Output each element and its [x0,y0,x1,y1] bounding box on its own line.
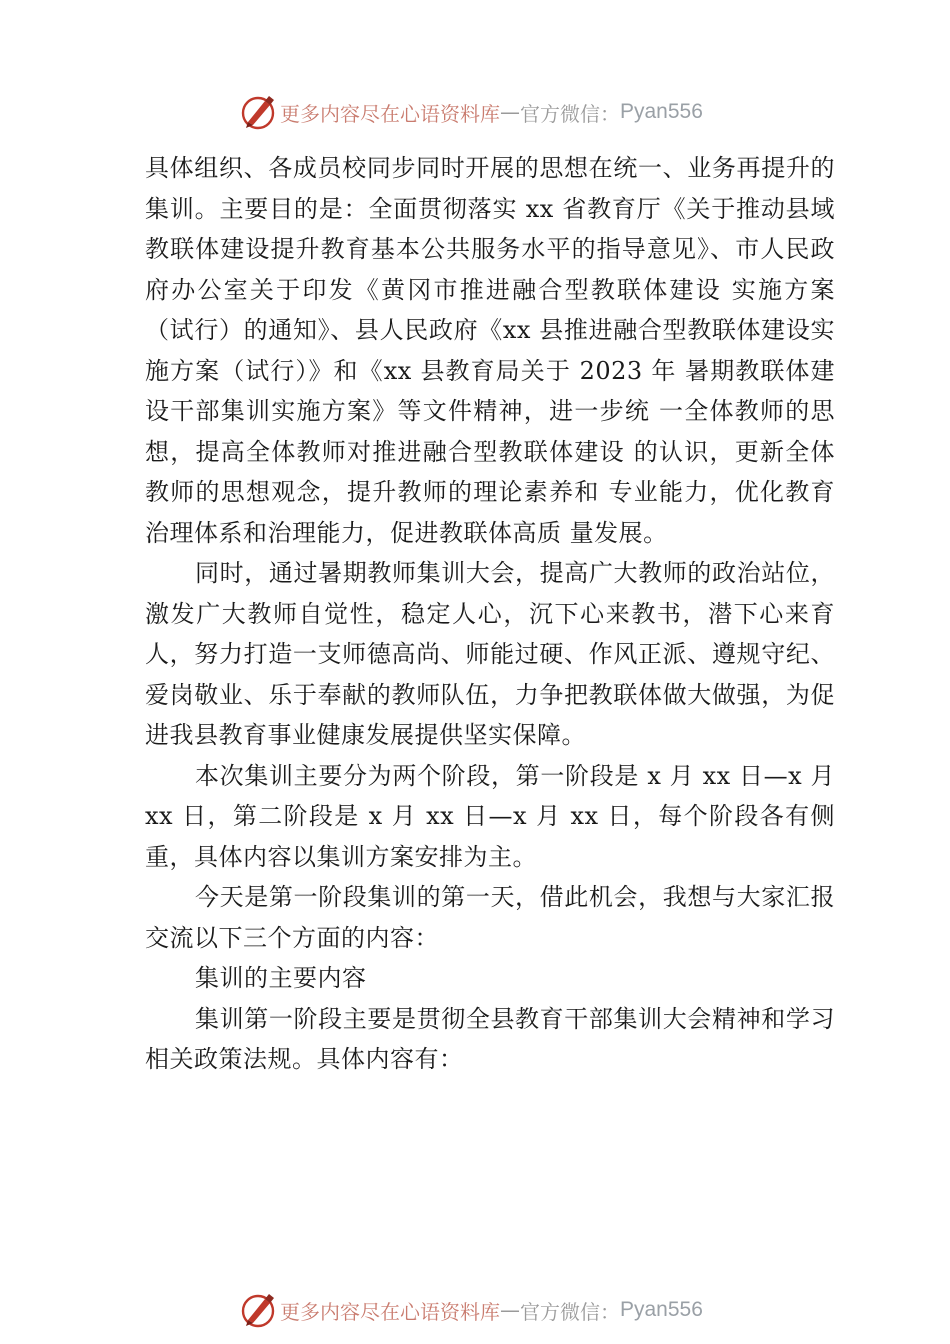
banner-subtext: 官方微信： [520,101,620,126]
paragraph-2: 同时，通过暑期教师集训大会，提高广大教师的政治站位，激发广大教师自觉性，稳定人心，沉下心来教书，潜下心来育人，努力打造一支师德高尚、师能过硬、作风正派、遵规守纪、爱岗敬业、乐于奉献的教师队伍，力争把教联体做大做强，为促进我县教育事业健康发展提供坚实保障。 [145,559,835,749]
section-heading: 集训的主要内容 [195,964,367,992]
banner-text: 更多内容尽在心语资料库 [280,1299,500,1324]
banner-wechat-id: Pyan556 [620,100,703,123]
paragraph-4: 今天是第一阶段集训的第一天，借此机会，我想与大家汇报交流以下三个方面的内容： [145,883,835,952]
banner-separator: — [500,100,520,124]
paragraph-5: 集训第一阶段主要是贯彻全县教育干部集训大会精神和学习相关政策法规。具体内容有： [145,1004,835,1073]
banner-wechat-id: Pyan556 [620,1298,703,1321]
banner-text: 更多内容尽在心语资料库 [280,101,500,126]
pen-logo-icon [238,92,278,132]
pen-logo-icon [238,1290,278,1330]
paragraph-3: 本次集训主要分为两个阶段，第一阶段是 x 月 xx 日—x 月 xx 日，第二阶段是 x 月 xx 日—x 月 xx 日，每个阶段各有侧重，具体内容以集训方案安排为主。 [145,761,835,871]
banner-subtext: 官方微信： [520,1299,620,1324]
footer-banner [238,1290,703,1330]
document-body [145,148,835,1080]
paragraph-1: 具体组织、各成员校同步同时开展的思想在统一、业务再提升的集训。主要目的是：全面贯彻落实 xx 省教育厅《关于推动县域教联体建设提升教育基本公共服务水平的指导意见》、市人民政府办公室关于印发《黄冈市推进融合型教联体建设 实施方案（试行）的通知》、县人民政府《xx 县推进融合型教联体建设实施方案（试行）》和《xx 县教育局关于 2023 年 暑期教联体建设干部集训实施方案》等文件精神，进一步统 一全体教师的思想，提高全体教师对推进融合型教联体建设 的认识，更新全体教师的思想观念，提升教师的理论素养和 专业能力，优化教育治理体系和治理能力，促进教联体高质 量发展。 [145,154,835,547]
header-banner [238,92,703,132]
banner-separator: — [500,1298,520,1322]
